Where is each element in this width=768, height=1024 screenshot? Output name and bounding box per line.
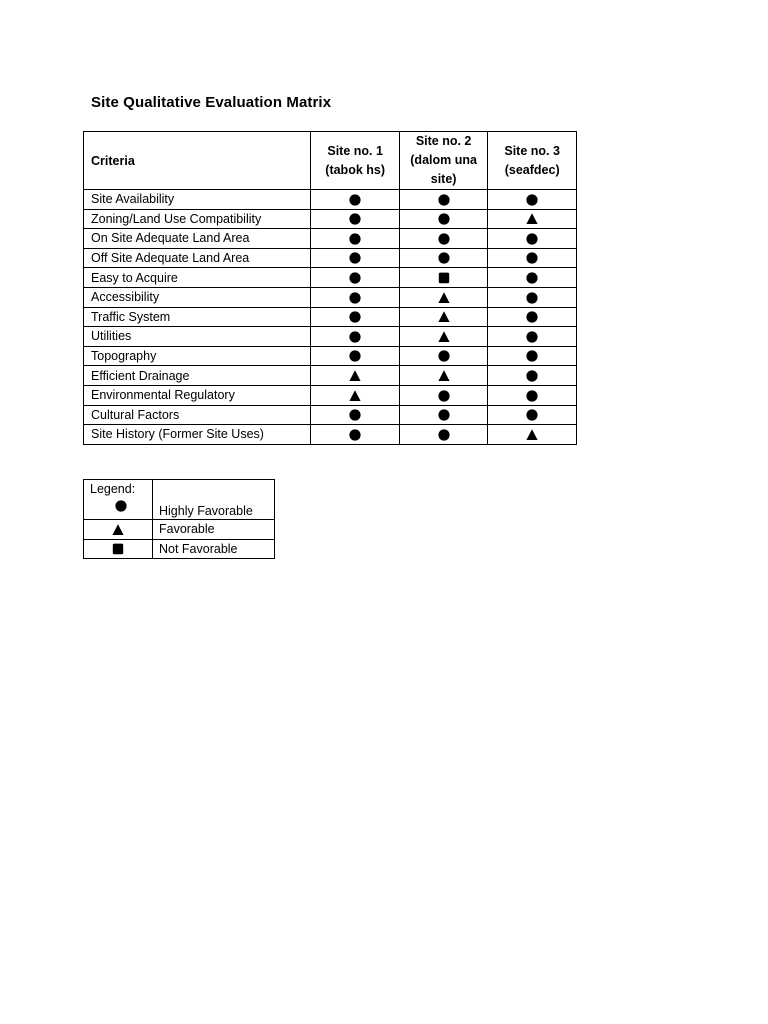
site1-rating-cell	[311, 425, 399, 445]
site2-rating-cell	[399, 287, 487, 307]
legend-symbol-cell	[84, 520, 153, 540]
triangle-icon	[437, 310, 451, 324]
table-row	[84, 209, 577, 229]
circle-icon	[348, 271, 362, 285]
legend-row	[84, 539, 275, 559]
site2-rating-cell	[399, 190, 487, 210]
site3-header	[488, 132, 577, 190]
site1-rating-cell	[311, 346, 399, 366]
criteria-cell: Cultural Factors	[84, 405, 311, 425]
criteria-cell: Efficient Drainage	[84, 366, 311, 386]
site1-rating-cell	[311, 307, 399, 327]
table-row	[84, 346, 577, 366]
criteria-cell: Utilities	[84, 327, 311, 347]
site2-rating-cell	[399, 327, 487, 347]
evaluation-matrix-table	[83, 131, 577, 445]
site2-rating-cell	[399, 229, 487, 249]
circle-icon	[525, 291, 539, 305]
circle-icon	[525, 193, 539, 207]
site2-rating-cell	[399, 307, 487, 327]
triangle-icon	[111, 523, 125, 537]
legend-body	[84, 480, 275, 559]
site3-rating-cell	[488, 229, 577, 249]
legend-heading-text: Legend:	[90, 482, 136, 496]
site1-rating-cell	[311, 248, 399, 268]
legend-label: Not Favorable	[153, 539, 275, 559]
circle-icon	[437, 232, 451, 246]
legend-header-row	[84, 480, 275, 520]
circle-icon	[525, 310, 539, 324]
site1-rating-cell	[311, 268, 399, 288]
site1-rating-cell	[311, 405, 399, 425]
site1-rating-cell	[311, 229, 399, 249]
circle-icon	[437, 428, 451, 442]
site3-rating-cell	[488, 327, 577, 347]
criteria-cell: On Site Adequate Land Area	[84, 229, 311, 249]
circle-icon	[525, 369, 539, 383]
triangle-icon	[525, 212, 539, 226]
table-row	[84, 248, 577, 268]
circle-icon	[525, 271, 539, 285]
circle-icon	[437, 193, 451, 207]
circle-icon	[437, 349, 451, 363]
site3-rating-cell	[488, 366, 577, 386]
criteria-cell: Off Site Adequate Land Area	[84, 248, 311, 268]
table-row	[84, 405, 577, 425]
site1-rating-cell	[311, 385, 399, 405]
page-title: Site Qualitative Evaluation Matrix	[91, 94, 332, 111]
circle-icon	[348, 193, 362, 207]
site3-rating-cell	[488, 268, 577, 288]
site1-rating-cell	[311, 327, 399, 347]
criteria-cell: Accessibility	[84, 287, 311, 307]
circle-icon	[437, 212, 451, 226]
legend-table	[83, 479, 275, 559]
site3-rating-cell	[488, 248, 577, 268]
site2-rating-cell	[399, 268, 487, 288]
triangle-icon	[437, 369, 451, 383]
criteria-cell: Site History (Former Site Uses)	[84, 425, 311, 445]
circle-icon	[348, 428, 362, 442]
site2-rating-cell	[399, 425, 487, 445]
square-icon	[111, 542, 125, 556]
triangle-icon	[437, 291, 451, 305]
site1-rating-cell	[311, 366, 399, 386]
triangle-icon	[348, 369, 362, 383]
legend-row	[84, 520, 275, 540]
criteria-cell: Topography	[84, 346, 311, 366]
site3-rating-cell	[488, 190, 577, 210]
table-row	[84, 268, 577, 288]
circle-icon	[525, 330, 539, 344]
site2-header-line1: Site no. 2	[415, 134, 472, 148]
site2-rating-cell	[399, 209, 487, 229]
legend-heading	[84, 480, 153, 520]
site3-rating-cell	[488, 307, 577, 327]
table-row	[84, 425, 577, 445]
site3-rating-cell	[488, 209, 577, 229]
circle-icon	[114, 499, 128, 513]
site1-rating-cell	[311, 190, 399, 210]
header-row	[84, 132, 577, 190]
site1-rating-cell	[311, 209, 399, 229]
site3-rating-cell	[488, 346, 577, 366]
legend-first-label: Highly Favorable	[153, 480, 275, 520]
circle-icon	[525, 389, 539, 403]
legend-symbol-cell	[84, 539, 153, 559]
triangle-icon	[525, 428, 539, 442]
square-icon	[437, 271, 451, 285]
site1-rating-cell	[311, 287, 399, 307]
matrix-body	[84, 132, 577, 445]
circle-icon	[525, 251, 539, 265]
site2-rating-cell	[399, 405, 487, 425]
site2-header-line2: (dalom una	[410, 153, 477, 167]
table-row	[84, 287, 577, 307]
table-row	[84, 385, 577, 405]
criteria-cell: Environmental Regulatory	[84, 385, 311, 405]
site2-rating-cell	[399, 385, 487, 405]
criteria-cell: Site Availability	[84, 190, 311, 210]
table-row	[84, 366, 577, 386]
site3-rating-cell	[488, 385, 577, 405]
circle-icon	[348, 349, 362, 363]
criteria-cell: Easy to Acquire	[84, 268, 311, 288]
table-row	[84, 190, 577, 210]
site2-header-line3: site)	[430, 172, 457, 186]
circle-icon	[525, 232, 539, 246]
circle-icon	[348, 251, 362, 265]
site2-rating-cell	[399, 366, 487, 386]
site3-rating-cell	[488, 405, 577, 425]
criteria-cell: Zoning/Land Use Compatibility	[84, 209, 311, 229]
circle-icon	[348, 291, 362, 305]
site3-header-line2: (seafdec)	[504, 162, 560, 177]
circle-icon	[348, 232, 362, 246]
legend-label: Favorable	[153, 520, 275, 540]
triangle-icon	[437, 330, 451, 344]
site3-header-line1: Site no. 3	[504, 143, 560, 158]
site2-rating-cell	[399, 346, 487, 366]
table-row	[84, 327, 577, 347]
table-row	[84, 307, 577, 327]
site1-header	[311, 132, 399, 190]
triangle-icon	[348, 389, 362, 403]
site2-rating-cell	[399, 248, 487, 268]
circle-icon	[348, 330, 362, 344]
criteria-header: Criteria	[84, 132, 311, 190]
circle-icon	[525, 349, 539, 363]
table-row	[84, 229, 577, 249]
site2-header	[399, 132, 487, 190]
circle-icon	[437, 251, 451, 265]
legend-first-symbol	[90, 498, 152, 513]
circle-icon	[348, 310, 362, 324]
site3-rating-cell	[488, 287, 577, 307]
circle-icon	[437, 389, 451, 403]
site1-header-line2: (tabok hs)	[325, 162, 386, 177]
circle-icon	[437, 408, 451, 422]
site3-rating-cell	[488, 425, 577, 445]
circle-icon	[348, 408, 362, 422]
circle-icon	[348, 212, 362, 226]
circle-icon	[525, 408, 539, 422]
criteria-cell: Traffic System	[84, 307, 311, 327]
site1-header-line1: Site no. 1	[327, 143, 383, 158]
